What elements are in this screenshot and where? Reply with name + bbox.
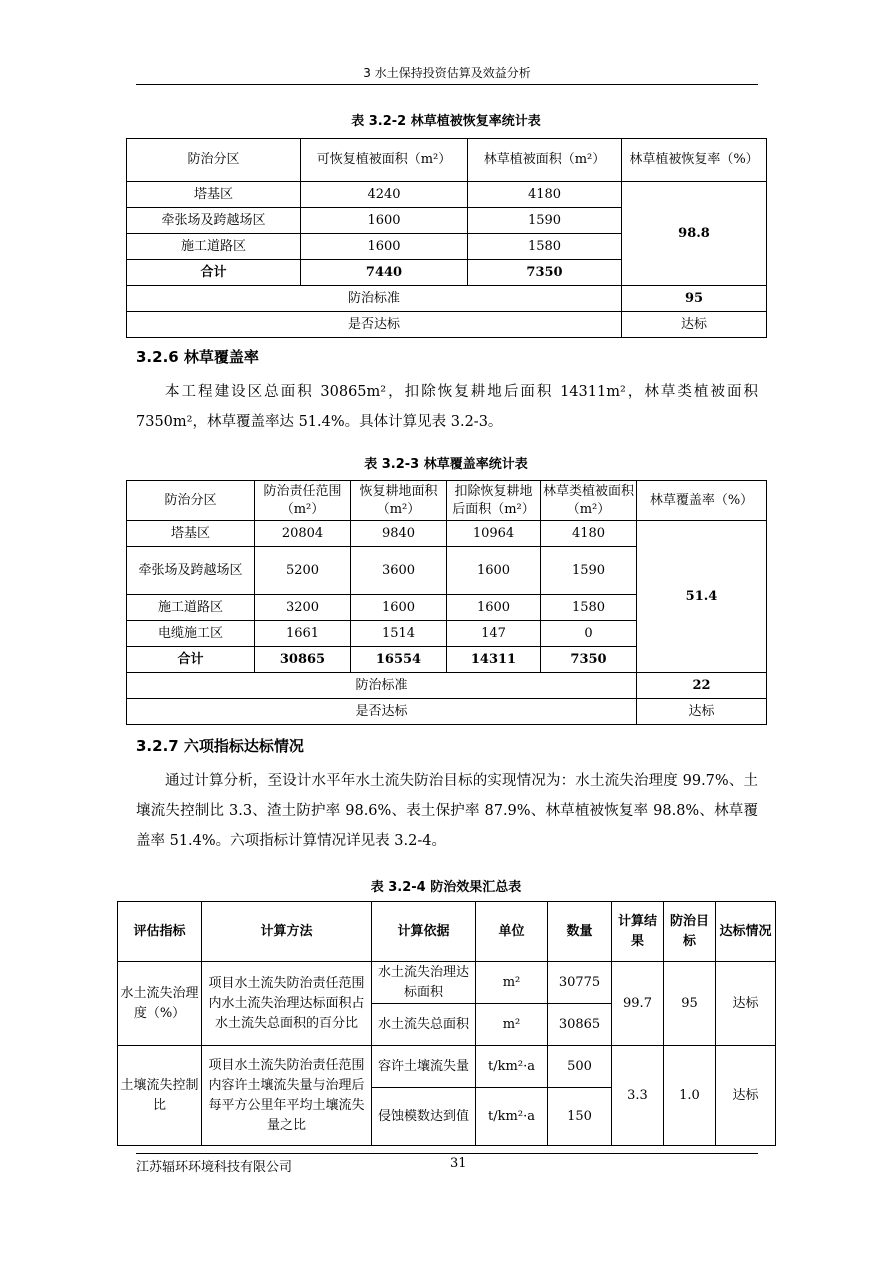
table1-pass-label: 是否达标 — [127, 312, 622, 338]
table3-header-quantity: 数量 — [548, 902, 612, 962]
table-cell: 1580 — [468, 234, 622, 260]
table-cell: 1600 — [301, 234, 468, 260]
vegetation-restoration-table — [126, 138, 767, 338]
running-header: 3 水土保持投资估算及效益分析 — [363, 66, 531, 80]
section-heading: 3.2.6 林草覆盖率 — [136, 348, 259, 366]
table3-caption: 表 3.2-4 防治效果汇总表 — [370, 880, 522, 895]
table2-header-zone: 防治分区 — [127, 481, 255, 521]
table-cell: 达标 — [716, 1046, 776, 1146]
table2-header-net-area: 扣除恢复耕地后面积（m²） — [447, 481, 541, 521]
table1-standard-value: 95 — [622, 286, 767, 312]
footer-rule — [136, 1153, 758, 1154]
table1-header-zone: 防治分区 — [127, 139, 301, 182]
table-cell: 水土流失总面积 — [372, 1004, 476, 1046]
table1-header-vegetation-area: 林草植被面积（m²） — [468, 139, 622, 182]
table2-caption: 表 3.2-3 林草覆盖率统计表 — [364, 457, 528, 472]
table-cell: 7440 — [301, 260, 468, 286]
table-cell: 150 — [548, 1088, 612, 1146]
section-paragraph: 本工程建设区总面积 30865m²，扣除恢复耕地后面积 14311m²，林草类植被面积 7350m²，林草覆盖率达 51.4%。具体计算见表 3.2-3。 — [136, 384, 758, 430]
table-cell: 侵蚀模数达到值 — [372, 1088, 476, 1146]
table-cell: 30775 — [548, 962, 612, 1004]
table1-pass-value: 达标 — [622, 312, 767, 338]
page-number: 31 — [450, 1156, 467, 1171]
table1-header-restoration-rate: 林草植被恢复率（%） — [622, 139, 767, 182]
table-cell: 施工道路区 — [127, 234, 301, 260]
table-cell: 0 — [541, 621, 637, 647]
table1-header-restorable-area: 可恢复植被面积（m²） — [301, 139, 468, 182]
table2-header-farmland-area: 恢复耕地面积（m²） — [351, 481, 447, 521]
table-cell: 1600 — [447, 595, 541, 621]
table1-caption: 表 3.2-2 林草植被恢复率统计表 — [351, 114, 541, 129]
vegetation-coverage-table — [126, 480, 767, 725]
table2-header-responsibility-area: 防治责任范围（m²） — [255, 481, 351, 521]
table-cell: 147 — [447, 621, 541, 647]
table-cell: 30865 — [255, 647, 351, 673]
table2-header-coverage-rate: 林草覆盖率（%） — [637, 481, 767, 521]
table-cell: 容许土壤流失量 — [372, 1046, 476, 1088]
table-cell: 16554 — [351, 647, 447, 673]
table-cell: 施工道路区 — [127, 595, 255, 621]
table-cell: 14311 — [447, 647, 541, 673]
table-cell: 9840 — [351, 521, 447, 547]
table-cell: t/km²·a — [476, 1046, 548, 1088]
table-cell: 1600 — [351, 595, 447, 621]
table-cell: m² — [476, 1004, 548, 1046]
table-cell: 4180 — [541, 521, 637, 547]
table-cell: 1514 — [351, 621, 447, 647]
table-cell: 4180 — [468, 182, 622, 208]
table-cell: 1600 — [301, 208, 468, 234]
table-cell: 水土流失治理度（%） — [118, 962, 202, 1046]
table-cell: t/km²·a — [476, 1088, 548, 1146]
table-cell: 30865 — [548, 1004, 612, 1046]
table2-standard-value: 22 — [637, 673, 767, 699]
table3-header-target: 防治目标 — [664, 902, 716, 962]
table-cell: 达标 — [716, 962, 776, 1046]
table3-header-unit: 单位 — [476, 902, 548, 962]
table-cell: 99.7 — [612, 962, 664, 1046]
table-cell: 3200 — [255, 595, 351, 621]
table-cell: 合计 — [127, 647, 255, 673]
table-cell: 7350 — [468, 260, 622, 286]
table-cell: 1580 — [541, 595, 637, 621]
table-cell: 500 — [548, 1046, 612, 1088]
table3-header-method: 计算方法 — [202, 902, 372, 962]
table-cell: 7350 — [541, 647, 637, 673]
table-cell: 塔基区 — [127, 521, 255, 547]
table1-rate-value: 98.8 — [622, 182, 767, 286]
table3-header-status: 达标情况 — [716, 902, 776, 962]
table-cell: 合计 — [127, 260, 301, 286]
table2-pass-label: 是否达标 — [127, 699, 637, 725]
table-cell: 水土流失治理达标面积 — [372, 962, 476, 1004]
table-cell: 5200 — [255, 547, 351, 595]
table-cell: 项目水土流失防治责任范围内水土流失治理达标面积占水土流失总面积的百分比 — [202, 962, 372, 1046]
table-cell: 10964 — [447, 521, 541, 547]
table-cell: 牵张场及跨越场区 — [127, 547, 255, 595]
header-rule — [136, 84, 758, 85]
table-cell: 4240 — [301, 182, 468, 208]
section-heading: 3.2.7 六项指标达标情况 — [136, 737, 304, 755]
table3-header-basis: 计算依据 — [372, 902, 476, 962]
table-cell: 1.0 — [664, 1046, 716, 1146]
table-cell: m² — [476, 962, 548, 1004]
prevention-effect-table — [117, 901, 776, 1146]
table1-standard-label: 防治标准 — [127, 286, 622, 312]
table-cell: 塔基区 — [127, 182, 301, 208]
table-cell: 1600 — [447, 547, 541, 595]
footer-company: 江苏辐环环境科技有限公司 — [136, 1160, 293, 1175]
table-cell: 3600 — [351, 547, 447, 595]
table-cell: 95 — [664, 962, 716, 1046]
table-cell: 项目水土流失防治责任范围内容许土壤流失量与治理后每平方公里年平均土壤流失量之比 — [202, 1046, 372, 1146]
table3-header-result: 计算结果 — [612, 902, 664, 962]
table-cell: 3.3 — [612, 1046, 664, 1146]
section-paragraph: 通过计算分析，至设计水平年水土流失防治目标的实现情况为：水土流失治理度 99.7%、土壤流失控制比 3.3、渣土防护率 98.6%、表土保护率 87.9%、林草植被恢复率 98.8%、林草覆盖率 51.4%。六项指标计算情况详见表 3.2-4。 — [136, 773, 758, 849]
table2-header-vegetation-area: 林草类植被面积（m²） — [541, 481, 637, 521]
table-cell: 土壤流失控制比 — [118, 1046, 202, 1146]
table2-pass-value: 达标 — [637, 699, 767, 725]
table3-header-indicator: 评估指标 — [118, 902, 202, 962]
table-cell: 1590 — [541, 547, 637, 595]
table-cell: 1590 — [468, 208, 622, 234]
table-cell: 1661 — [255, 621, 351, 647]
table2-standard-label: 防治标准 — [127, 673, 637, 699]
table-cell: 电缆施工区 — [127, 621, 255, 647]
table-cell: 牵张场及跨越场区 — [127, 208, 301, 234]
table2-rate-value: 51.4 — [637, 521, 767, 673]
table-cell: 20804 — [255, 521, 351, 547]
